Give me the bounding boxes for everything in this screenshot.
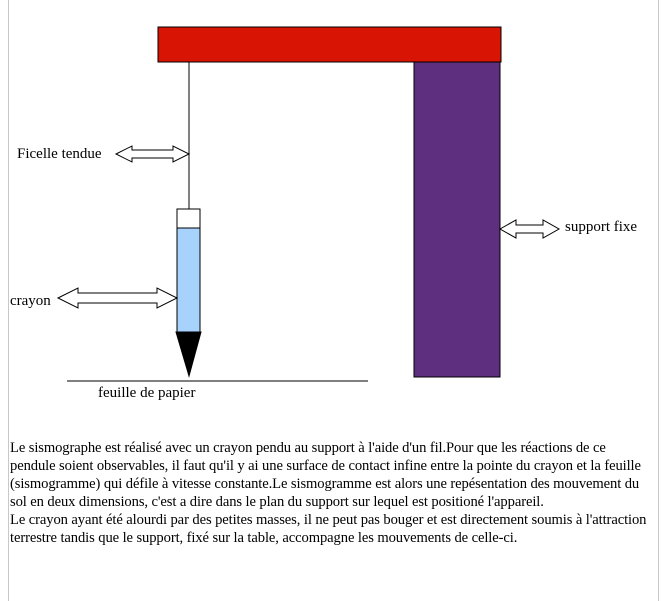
support-label-arrow bbox=[500, 220, 559, 238]
description-paragraph-1: Le sismographe est réalisé avec un crayon pendu au support à l'aide d'un fil.Pour que les réactions de ce pendule soient observables, il faut qu'il y ai une surface de contact infine entre la pointe du crayon et la feuille (sismogramme) qui défile à vitesse constante.Le sismogramme est alors une repésentation des mouvement du sol en deux dimensions, c'est a dire dans le plan du support sur lequel est positioné l'appareil. bbox=[10, 440, 641, 510]
pencil-label-arrow bbox=[58, 288, 177, 308]
string-label: Ficelle tendue bbox=[17, 146, 102, 162]
pencil-eraser bbox=[177, 209, 200, 228]
paper-label: feuille de papier bbox=[98, 385, 196, 401]
pencil-label: crayon bbox=[10, 293, 51, 309]
pencil-tip bbox=[176, 332, 201, 376]
support-post bbox=[414, 60, 500, 377]
string-label-arrow bbox=[116, 146, 189, 162]
support-label: support fixe bbox=[565, 219, 638, 235]
pencil-body bbox=[177, 228, 200, 332]
description-paragraph-2: Le crayon ayant été alourdi par des petites masses, il ne peut pas bouger et est directement soumis à l'attraction terrestre tandis que le support, fixé sur la table, accompagne les mouvements de celle-ci. bbox=[10, 512, 647, 546]
support-beam bbox=[158, 27, 501, 62]
description-text bbox=[10, 439, 654, 547]
